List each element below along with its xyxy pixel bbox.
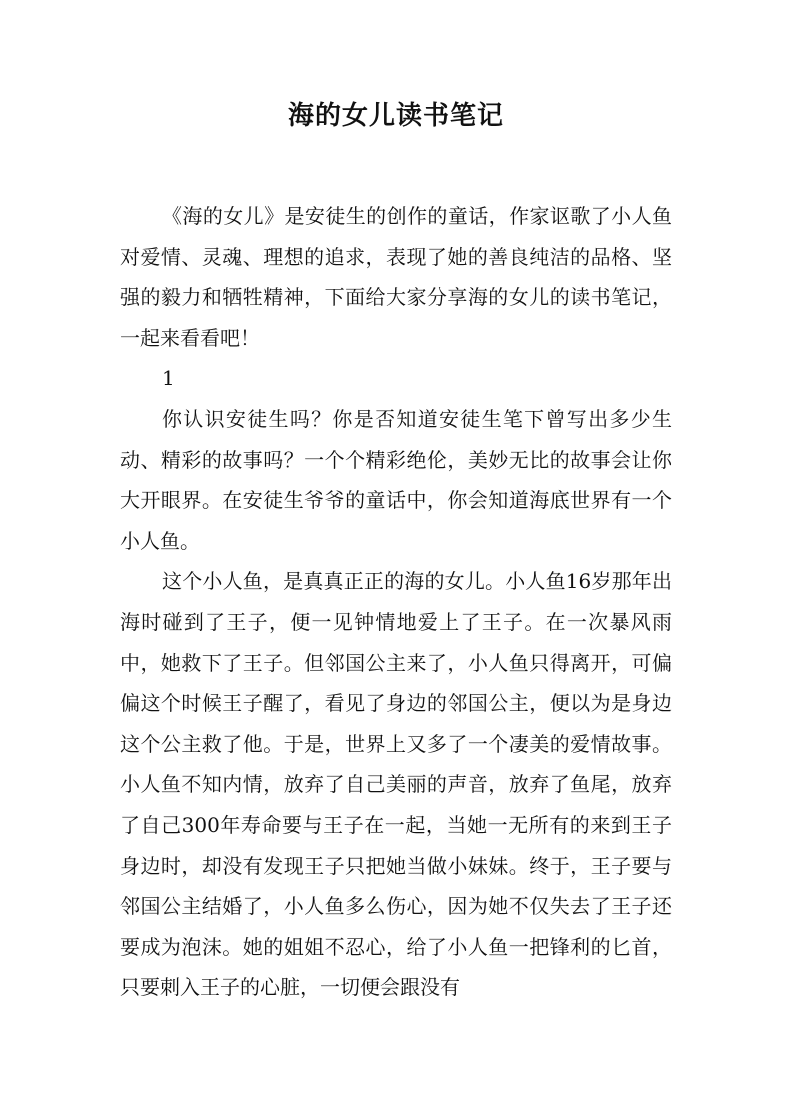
document-title: 海的女儿读书笔记 [287,101,504,131]
paragraph-intro: 《海的女儿》是安徒生的创作的童话，作家讴歌了小人鱼对爱情、灵魂、理想的追求，表现了她的善良纯洁的品格、坚强的毅力和牺牲精神，下面给大家分享海的女儿的读书笔记，一起来看看吧！ [120,204,672,350]
paragraph-2: 这个小人鱼，是真真正正的海的女儿。小人鱼16岁那年出海时碰到了王子，便一见钟情地爱上了王子。在一次暴风雨中，她救下了王子。但邻国公主来了，小人鱼只得离开，可偏偏这个时候王子醒了，看见了身边的邻国公主，便以为是身边这个公主救了他。于是，世界上又多了一个凄美的爱情故事。小人鱼不知内情，放弃了自己美丽的声音，放弃了鱼尾，放弃了自己300年寿命要与王子在一起，当她一无所有的来到王子身边时，却没有发现王子只把她当做小妹妹。终于，王子要与邻国公主结婚了，小人鱼多么伤心，因为她不仅失去了王子还要成为泡沫。她的姐姐不忍心，给了小人鱼一把锋利的匕首，只要刺入王子的心脏，一切便会跟没有 [120,569,672,1000]
paragraph-1: 你认识安徒生吗？你是否知道安徒生笔下曾写出多少生动、精彩的故事吗？一个个精彩绝伦，美妙无比的故事会让你大开眼界。在安徒生爷爷的童话中，你会知道海底世界有一个小人鱼。 [120,406,672,553]
document-body [120,196,672,1008]
section-number: 1 [162,366,175,391]
